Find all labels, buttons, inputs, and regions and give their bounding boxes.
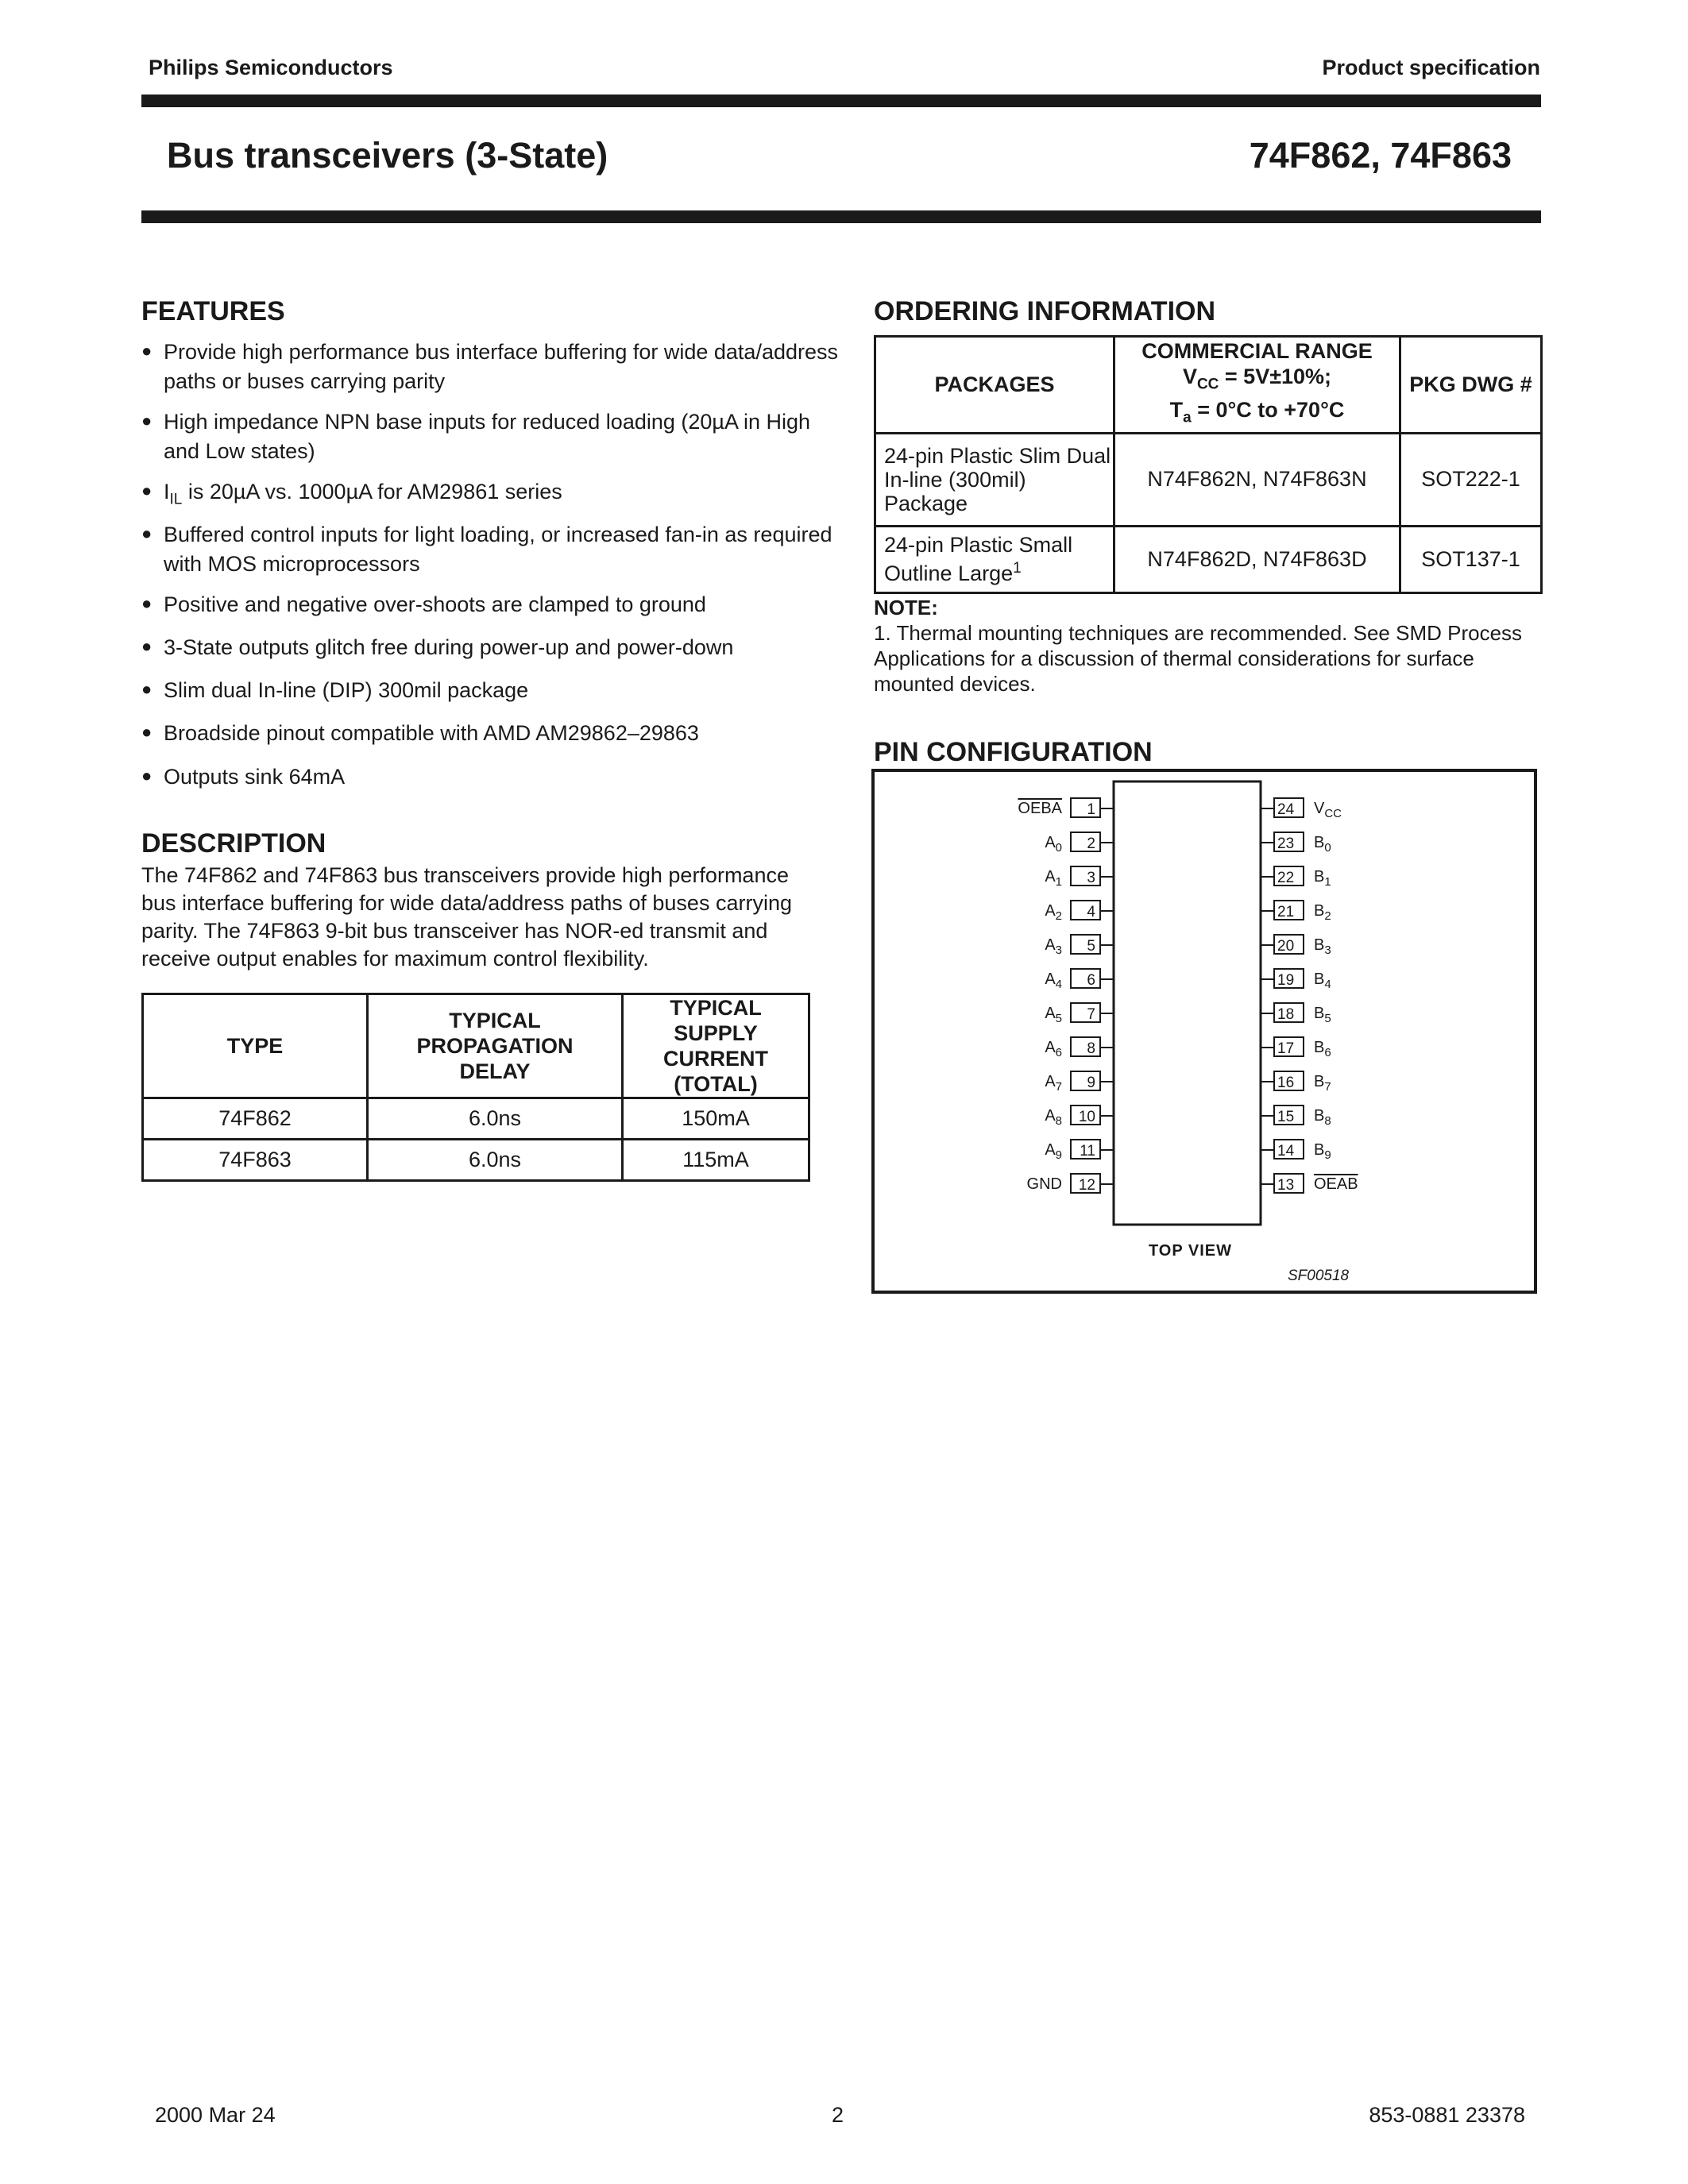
range-header: COMMERCIAL RANGE $V_{CC} = 5V\pm 10\%$; $T_a = 0^\circ C$ to +70°C — [1114, 337, 1400, 434]
pin-label-left: $A_4$ — [1045, 970, 1062, 991]
pin-label-left: $A_3$ — [1045, 936, 1062, 957]
iil-subscript: IL — [169, 491, 183, 508]
ordering-table — [874, 335, 1543, 594]
pin-number-right: 16 — [1277, 1075, 1295, 1091]
pin-box-left — [1071, 901, 1100, 920]
feature-item: ● Positive and negative over-shoots are clamped to ground — [141, 590, 847, 619]
top-view-label: TOP VIEW — [1148, 1242, 1232, 1260]
pin-label-right: $B_7$ — [1314, 1073, 1331, 1094]
pin-label-left: $A_5$ — [1045, 1005, 1062, 1025]
document-type: Product specification — [1322, 56, 1540, 79]
company-name: Philips Semiconductors — [149, 56, 393, 79]
figure-code: SF00518 — [1288, 1268, 1350, 1284]
pin-label-left: $A_8$ — [1045, 1107, 1062, 1128]
table-row: 74F862 6.0ns 150mA — [143, 1098, 809, 1140]
pin-box-left — [1071, 969, 1100, 988]
note-text: 1. Thermal mounting techniques are recommended. See SMD Process Applications for a discussion of thermal considerations for surface mounted devices. — [874, 621, 1523, 696]
pin-label-right: $B_8$ — [1314, 1107, 1331, 1128]
feature-item: ● Outputs sink 64mA — [141, 762, 847, 792]
pin-box-left — [1071, 935, 1100, 954]
pin-label-right: $B_9$ — [1314, 1141, 1331, 1162]
feature-item: ● $I_{IL}$ is 20µA vs. 1000µA for AM29861 series — [141, 477, 847, 514]
pin-label-left: OEBA — [1018, 800, 1062, 817]
footnote-mark: 1 — [1013, 560, 1022, 577]
pin-number-left: 12 — [1078, 1177, 1095, 1194]
feature-item: ● 3-State outputs glitch free during power-up and power-down — [141, 633, 847, 662]
pin-label-left: $A_2$ — [1045, 902, 1062, 923]
pin-label-left: $A_0$ — [1045, 834, 1062, 855]
delay-header: TYPICAL PROPAGATION DELAY — [368, 994, 623, 1098]
pin-label-right: $B_0$ — [1314, 834, 1331, 855]
feature-item: ● High impedance NPN base inputs for reduced loading (20µA in High and Low states) — [141, 407, 847, 466]
pin-number-right: 21 — [1277, 904, 1295, 920]
features-heading: FEATURES — [141, 296, 285, 326]
pin-number-left: 3 — [1087, 870, 1095, 886]
feature-item: ● Broadside pinout compatible with AMD AM29862–29863 — [141, 719, 847, 748]
current-header: TYPICAL SUPPLY CURRENT (TOTAL) — [623, 994, 809, 1098]
type-table — [141, 993, 810, 1182]
pin-label-left: $A_7$ — [1045, 1073, 1062, 1094]
pin-number-left: 5 — [1087, 938, 1095, 955]
pin-number-left: 9 — [1087, 1075, 1095, 1091]
pin-number-right: 22 — [1277, 870, 1295, 886]
description-heading: DESCRIPTION — [141, 828, 326, 859]
pin-label-right: $B_4$ — [1314, 970, 1331, 991]
pin-number-right: 17 — [1277, 1040, 1295, 1057]
description-text: The 74F862 and 74F863 bus transceivers provide high performance bus interface buffering for wide data/address paths of buses carrying parity. The 74F863 9-bit bus transceiver has NOR-ed transmit and receive output enables for maximum control flexibility. — [141, 863, 792, 970]
pin-number-right: 24 — [1277, 801, 1295, 818]
pin-number-left: 1 — [1087, 801, 1095, 818]
footer-doc-code: 853-0881 23378 — [1369, 2103, 1525, 2127]
pin-label-left: $A_6$ — [1045, 1039, 1062, 1059]
feature-item: ● Slim dual In-line (DIP) 300mil package — [141, 676, 847, 705]
table-row: 24-pin Plastic Slim Dual In-line (300mil) Package N74F862N, N74F863N SOT222-1 — [875, 433, 1542, 526]
pin-number-left: 11 — [1080, 1143, 1095, 1160]
pin-number-left: 6 — [1087, 972, 1095, 989]
part-numbers: 74F862, 74F863 — [1249, 135, 1512, 176]
pin-label-left: GND — [1026, 1175, 1062, 1193]
table-row: 74F863 6.0ns 115mA — [143, 1140, 809, 1181]
pin-label-right: $B_2$ — [1314, 902, 1331, 923]
pin-number-right: 18 — [1277, 1006, 1295, 1023]
iil-symbol: I — [164, 480, 170, 504]
ordering-heading: ORDERING INFORMATION — [874, 296, 1216, 326]
pin-number-right: 14 — [1277, 1143, 1295, 1160]
pin-label-right: $V_{CC}$ — [1314, 800, 1342, 820]
table-row: 24-pin Plastic Small Outline Large$^1$ N74F862D, N74F863D SOT137-1 — [875, 526, 1542, 592]
pin-label-right: $B_6$ — [1314, 1039, 1331, 1059]
header-rule-bottom — [141, 210, 1541, 223]
page-title: Bus transceivers (3-State) — [167, 135, 608, 176]
pin-box-left — [1071, 1037, 1100, 1056]
pin-label-right: $B_3$ — [1314, 936, 1331, 957]
packages-header: PACKAGES — [875, 337, 1114, 434]
pin-number-right: 19 — [1277, 972, 1295, 989]
pin-label-right: $B_5$ — [1314, 1005, 1331, 1025]
pin-number-right: 20 — [1277, 938, 1295, 955]
pin-label-right: OEAB — [1314, 1175, 1358, 1193]
pin-box-left — [1071, 1003, 1100, 1022]
pin-diagram — [871, 769, 1537, 1294]
pin-number-left: 7 — [1087, 1006, 1095, 1023]
type-header: TYPE — [143, 994, 368, 1098]
ic-body — [1114, 781, 1261, 1225]
pin-number-right: 13 — [1277, 1177, 1295, 1194]
header-rule-top — [141, 95, 1541, 107]
pin-box-left — [1071, 798, 1100, 817]
note-title: NOTE: — [874, 596, 938, 619]
footer-page-number: 2 — [832, 2103, 844, 2127]
pin-box-left — [1071, 1071, 1100, 1090]
pin-number-right: 23 — [1277, 835, 1295, 852]
pin-number-left: 4 — [1087, 904, 1095, 920]
pin-diagram-frame — [871, 769, 1537, 1294]
pin-config-heading: PIN CONFIGURATION — [874, 737, 1153, 767]
footer-date: 2000 Mar 24 — [155, 2103, 276, 2127]
pin-number-left: 2 — [1087, 835, 1095, 852]
feature-item: ● Buffered control inputs for light loading, or increased fan-in as required with MOS microprocessors — [141, 520, 847, 579]
feature-item: ● Provide high performance bus interface buffering for wide data/address paths or buses carrying parity — [141, 338, 847, 396]
pin-label-left: $A_9$ — [1045, 1141, 1062, 1162]
pin-label-right: $B_1$ — [1314, 868, 1331, 889]
pin-number-left: 10 — [1078, 1109, 1095, 1125]
pin-number-right: 15 — [1277, 1109, 1295, 1125]
pin-label-left: $A_1$ — [1045, 868, 1062, 889]
pkg-dwg-header: PKG DWG # — [1400, 337, 1542, 434]
pin-number-left: 8 — [1087, 1040, 1095, 1057]
pin-box-left — [1071, 832, 1100, 851]
pin-box-left — [1071, 866, 1100, 886]
